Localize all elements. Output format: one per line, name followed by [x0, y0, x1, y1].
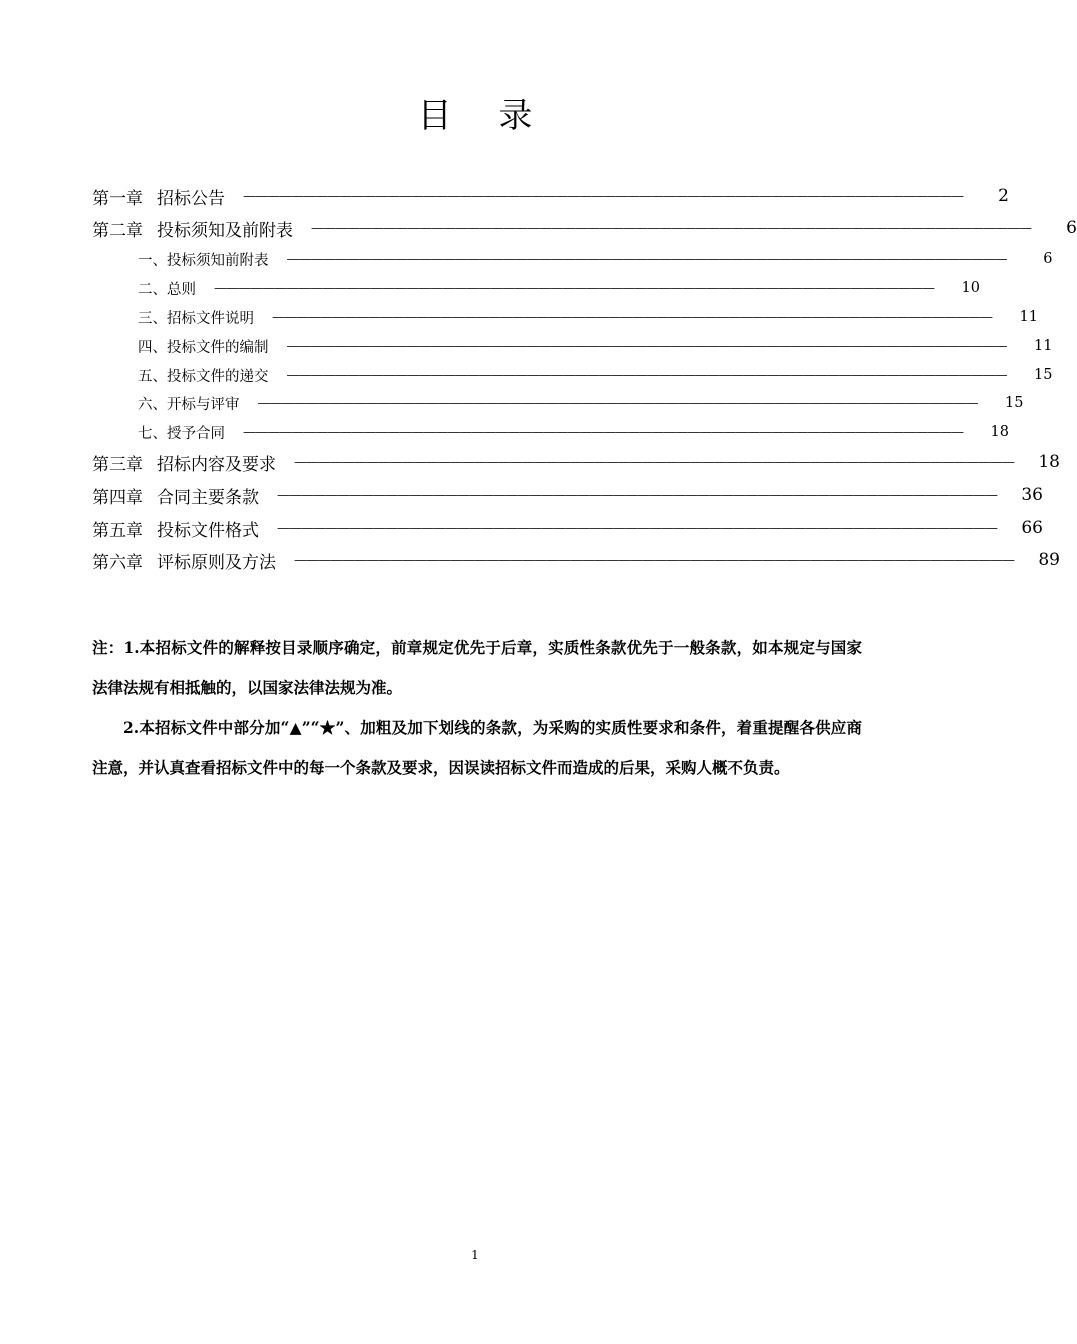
toc-page-number: 6 — [1043, 251, 1053, 267]
toc-chapter: 第四章 — [92, 487, 143, 508]
toc-chapter: 五、 — [138, 368, 167, 385]
toc-leader: ———————————————————————————————————————————————————————————— — [286, 251, 1007, 267]
toc-leader: ———————————————————————————————————————————————————————————— — [243, 424, 963, 440]
toc-page-number: 15 — [1005, 395, 1024, 411]
toc-page-number: 89 — [1038, 550, 1060, 570]
toc-page-number: 66 — [1021, 518, 1043, 538]
toc-leader: ———————————————————————————————————————————————————————————— — [214, 280, 934, 296]
toc-leader: ———————————————————————————————————————————————————————————— — [257, 395, 978, 411]
toc-page-number: 36 — [1021, 485, 1043, 505]
toc-entry[interactable] — [92, 449, 1060, 475]
toc-leader: ———————————————————————————————————————————————————————————— — [311, 220, 1031, 236]
toc-leader: ———————————————————————————————————————————————————————————— — [286, 367, 1007, 383]
toc-entry[interactable] — [92, 515, 1043, 541]
toc-title: 投标文件的编制 — [167, 339, 269, 356]
toc-title: 投标须知及前附表 — [157, 220, 293, 241]
toc-entry[interactable] — [138, 392, 1024, 414]
note-paragraph-2: 2.本招标文件中部分加“▲”“★”、加粗及加下划线的条款，为采购的实质性要求和条件，着重提醒各供应商注意，并认真查看招标文件中的每一个条款及要求，因误读招标文件而造成的后果，采购人概不负责。 — [92, 718, 862, 777]
toc-title: 投标须知前附表 — [167, 252, 269, 269]
toc-entry[interactable] — [138, 335, 1053, 357]
toc-page-number: 11 — [1019, 309, 1038, 325]
toc-leader: ———————————————————————————————————————————————————————————— — [272, 309, 992, 325]
toc-page-number: 10 — [961, 280, 980, 296]
toc-entry[interactable] — [92, 215, 1077, 241]
toc-title: 开标与评审 — [167, 396, 240, 413]
toc-chapter: 六、 — [138, 396, 167, 413]
toc-title: 总则 — [167, 281, 196, 298]
toc-entry[interactable] — [138, 364, 1053, 386]
toc-page-number: 15 — [1034, 367, 1053, 383]
toc-chapter: 三、 — [138, 310, 167, 327]
toc-entry[interactable] — [138, 248, 1053, 270]
toc-chapter: 一、 — [138, 252, 167, 269]
document-note — [92, 628, 862, 788]
toc-leader: ———————————————————————————————————————————————————————————— — [294, 552, 1014, 568]
toc-chapter: 第三章 — [92, 454, 143, 475]
toc-entry[interactable] — [92, 547, 1060, 573]
toc-title: 合同主要条款 — [157, 487, 259, 508]
toc-entry[interactable] — [138, 421, 1009, 443]
toc-title: 投标文件的递交 — [167, 368, 269, 385]
toc-chapter: 四、 — [138, 339, 167, 356]
toc-page-number: 2 — [998, 186, 1009, 206]
toc-page-number: 18 — [1038, 452, 1060, 472]
toc-chapter: 第一章 — [92, 188, 143, 209]
toc-chapter: 二、 — [138, 281, 167, 298]
toc-leader: ———————————————————————————————————————————————————————————— — [294, 454, 1014, 470]
toc-title: 招标内容及要求 — [157, 454, 276, 475]
toc-leader: ———————————————————————————————————————————————————————————— — [277, 487, 997, 503]
toc-chapter: 第五章 — [92, 520, 143, 541]
note-paragraph-1: 注：1.本招标文件的解释按目录顺序确定，前章规定优先于后章，实质性条款优先于一般条款，如本规定与国家法律法规有相抵触的，以国家法律法规为准。 — [92, 638, 862, 697]
toc-entry[interactable] — [138, 306, 1038, 328]
toc-title: 投标文件格式 — [157, 520, 259, 541]
toc-title: 招标公告 — [157, 188, 225, 209]
toc-chapter: 七、 — [138, 425, 167, 442]
toc-leader: ———————————————————————————————————————————————————————————— — [277, 520, 997, 536]
toc-page-number: 11 — [1034, 338, 1053, 354]
toc-page-number: 6 — [1066, 218, 1077, 238]
toc-title: 评标原则及方法 — [157, 552, 276, 573]
toc-title: 招标文件说明 — [167, 310, 254, 327]
toc-leader: ———————————————————————————————————————————————————————————— — [286, 338, 1007, 354]
toc-leader: ———————————————————————————————————————————————————————————— — [243, 188, 963, 204]
page-title: 目 录 — [417, 96, 551, 136]
toc-entry[interactable] — [92, 183, 1009, 209]
page-number: 1 — [471, 1248, 479, 1262]
toc-entry[interactable] — [138, 277, 980, 299]
toc-title: 授予合同 — [167, 425, 225, 442]
toc-chapter: 第二章 — [92, 220, 143, 241]
toc-chapter: 第六章 — [92, 552, 143, 573]
toc-entry[interactable] — [92, 482, 1043, 508]
toc-page-number: 18 — [990, 424, 1009, 440]
